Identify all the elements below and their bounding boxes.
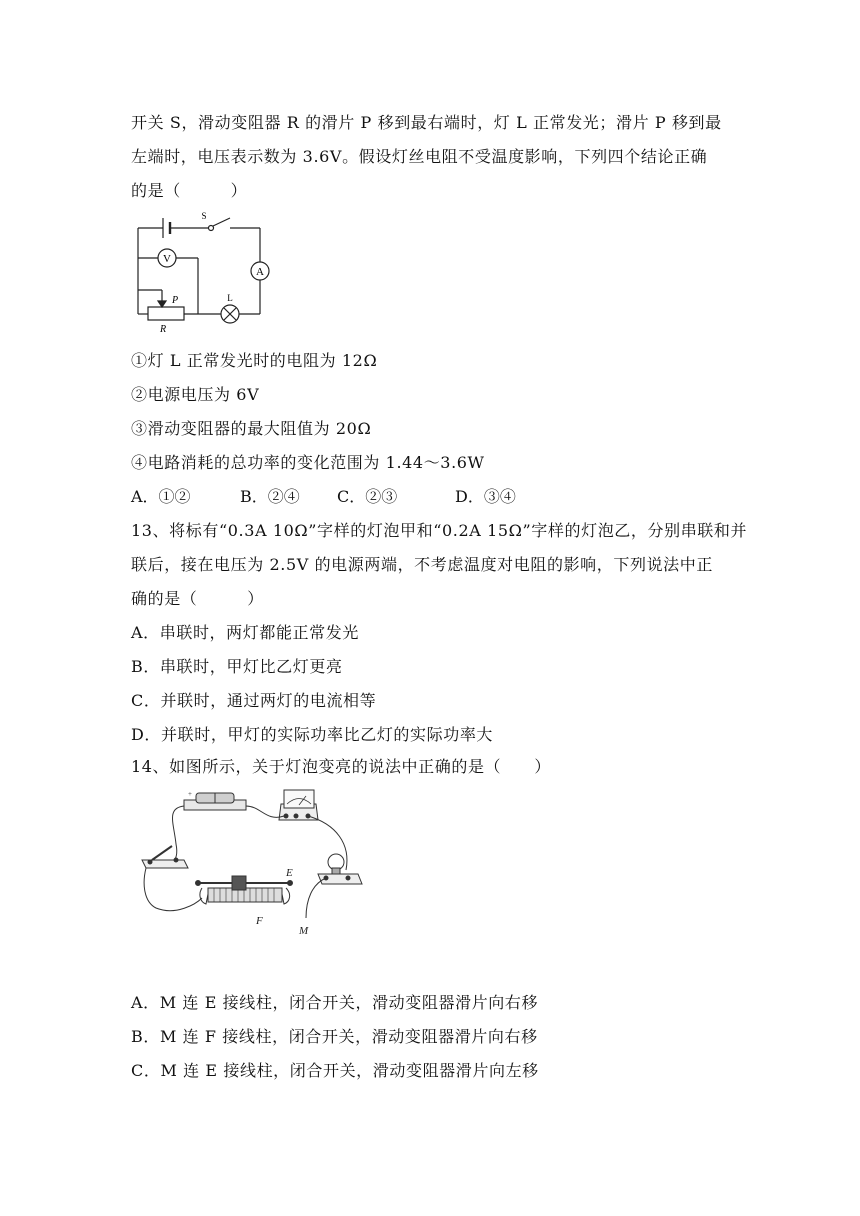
q13-option-a[interactable]: A．串联时，两灯都能正常发光 — [131, 623, 359, 642]
q14-option-a[interactable]: A．M 连 E 接线柱，闭合开关，滑动变阻器滑片向右移 — [131, 993, 539, 1012]
svg-text:+: + — [188, 790, 192, 798]
switch-label: S — [201, 211, 207, 221]
voltmeter-label: V — [163, 253, 171, 265]
label-f: F — [256, 915, 263, 927]
q14-option-c[interactable]: C．M 连 E 接线柱，闭合开关，滑动变阻器滑片向左移 — [131, 1061, 539, 1080]
ammeter-box — [284, 790, 314, 808]
q12-line-3: 的是（ ） — [131, 181, 248, 200]
rheostat-label: R — [159, 324, 167, 335]
q12-line-1: 开关 S，滑动变阻器 R 的滑片 P 移到最右端时，灯 L 正常发光；滑片 P 移到最 — [131, 113, 722, 132]
q12-statement-3: ③滑动变阻器的最大阻值为 20Ω — [131, 419, 372, 438]
q12-option-b[interactable]: B．②④ — [240, 487, 300, 506]
q14-stem: 14、如图所示，关于灯泡变亮的说法中正确的是（ ） — [131, 757, 551, 776]
q12-line-2: 左端时，电压表示数为 3.6V。假设灯丝电阻不受温度影响，下列四个结论正确 — [131, 147, 708, 166]
slider-label: P — [172, 295, 179, 306]
q13-option-d[interactable]: D．并联时，甲灯的实际功率比乙灯的实际功率大 — [131, 725, 494, 744]
q14-option-b[interactable]: B．M 连 F 接线柱，闭合开关，滑动变阻器滑片向右移 — [131, 1027, 538, 1046]
rheostat-slider — [232, 876, 246, 890]
switch-blade — [213, 218, 230, 226]
q12-option-d[interactable]: D．③④ — [455, 487, 516, 506]
q13-line-2: 联后，接在电压为 2.5V 的电源两端，不考虑温度对电阻的影响，下列说法中正 — [131, 555, 713, 574]
ammeter-label: A — [256, 266, 264, 278]
q12-statement-1: ①灯 L 正常发光时的电阻为 12Ω — [131, 351, 378, 370]
label-m: M — [299, 925, 309, 936]
rheostat-body — [148, 307, 184, 320]
q12-option-a[interactable]: A．①② — [131, 487, 191, 506]
q14-apparatus-figure — [136, 784, 366, 936]
slider-arrowhead — [158, 301, 166, 307]
q13-line-3: 确的是（ ） — [131, 589, 264, 608]
q12-option-c[interactable]: C．②③ — [337, 487, 398, 506]
q12-statement-4: ④电路消耗的总功率的变化范围为 1.44～3.6W — [131, 453, 485, 472]
switch-pivot — [209, 226, 214, 231]
q13-line-1: 13、将标有“0.3A 10Ω”字样的灯泡甲和“0.2A 15Ω”字样的灯泡乙，分别串联和并 — [131, 521, 748, 540]
q13-option-c[interactable]: C．并联时，通过两灯的电流相等 — [131, 691, 377, 710]
q12-circuit-diagram — [132, 208, 274, 336]
lamp-label: L — [227, 293, 233, 303]
label-e: E — [286, 867, 293, 879]
q13-option-b[interactable]: B．串联时，甲灯比乙灯更亮 — [131, 657, 343, 676]
q12-statement-2: ②电源电压为 6V — [131, 385, 260, 404]
